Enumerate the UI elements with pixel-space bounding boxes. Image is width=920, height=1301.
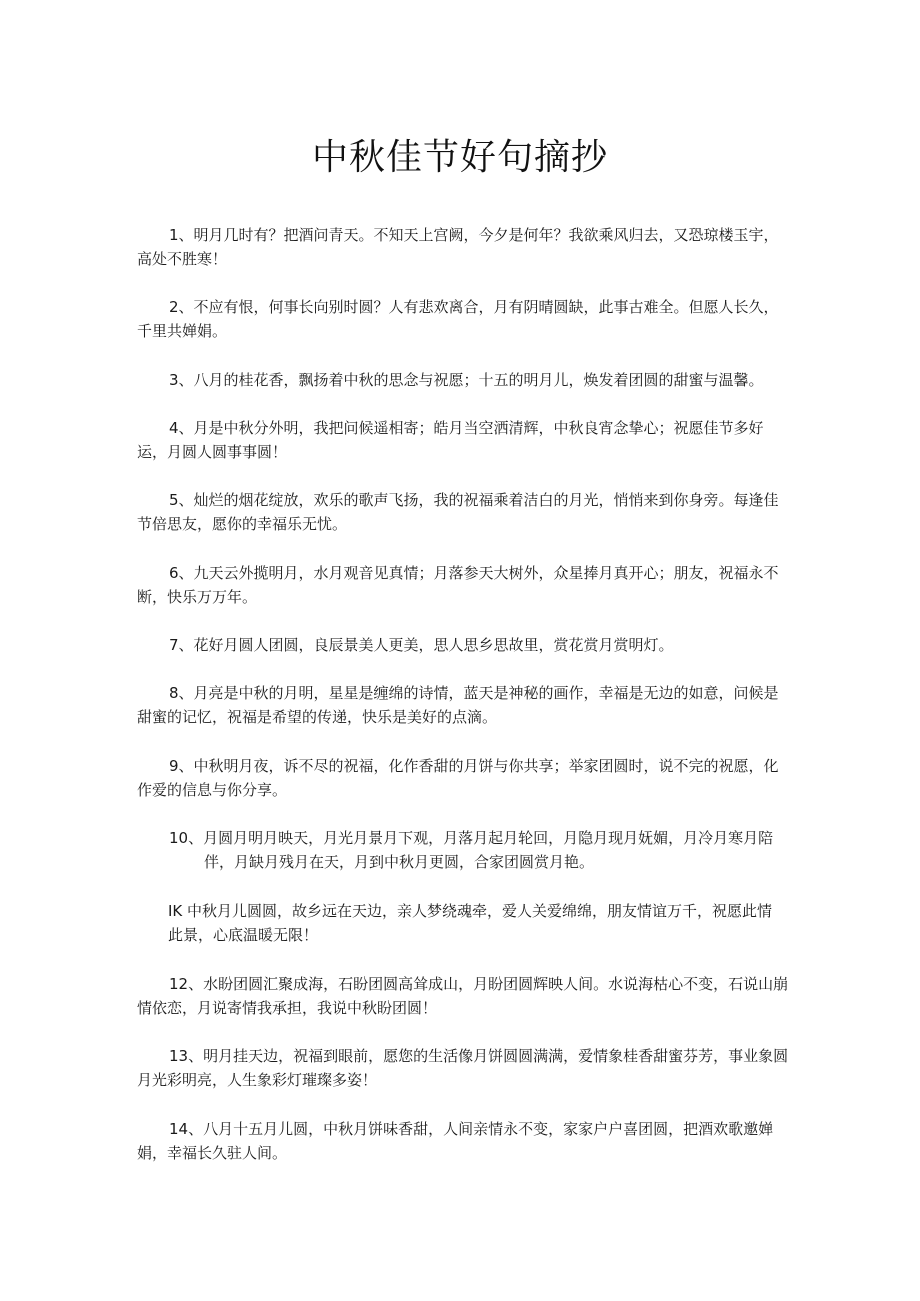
paragraph-11-line-1: IK 中秋月儿圆圆，故乡远在天边，亲人梦绕魂牵，爱人关爱绵绵，朋友情谊万千，祝愿此情 [168, 902, 773, 920]
paragraph-11-line-2: 此景，心底温暖无限！ [168, 926, 319, 944]
paragraph-7: 7、花好月圆人团圆，良辰景美人更美，思人思乡思故里，赏花赏月赏明灯。 [169, 636, 674, 654]
paragraph-10-line-2: 伴，月缺月残月在天，月到中秋月更圆，合家团圆赏月艳。 [204, 853, 595, 871]
paragraph-4: 4、月是中秋分外明，我把问候遥相寄；皓月当空洒清辉，中秋良宵念挚心；祝愿佳节多好运，月圆人圆事事圆！ [137, 419, 764, 461]
paragraph-2: 2、不应有恨，何事长向别时圆？人有悲欢离合，月有阴晴圆缺，此事古难全。但愿人长久，千里共婵娟。 [137, 298, 779, 340]
paragraph-8: 8、月亮是中秋的月明，星星是缠绵的诗情，蓝天是神秘的画作，幸福是无边的如意，问候是甜蜜的记忆，祝福是希望的传递，快乐是美好的点滴。 [137, 684, 779, 726]
paragraph-1: 1、明月几时有？把酒问青天。不知天上宫阙，今夕是何年？我欲乘风归去，又恐琼楼玉宇，高处不胜寒！ [137, 226, 779, 268]
paragraph-14: 14、八月十五月儿圆，中秋月饼味香甜，人间亲情永不变，家家户户喜团圆，把酒欢歌邀婵娟，幸福长久驻人间。 [137, 1120, 774, 1162]
paragraph-5: 5、灿烂的烟花绽放，欢乐的歌声飞扬，我的祝福乘着洁白的月光，悄悄来到你身旁。每逢佳节倍思友，愿你的幸福乐无忧。 [137, 491, 779, 533]
paragraph-10 [169, 826, 791, 874]
paragraph-12: 12、水盼团圆汇聚成海，石盼团圆高耸成山，月盼团圆辉映人间。水说海枯心不变，石说山崩情依恋，月说寄情我承担，我说中秋盼团圆！ [137, 975, 789, 1017]
paragraph-9: 9、中秋明月夜，诉不尽的祝福，化作香甜的月饼与你共享；举家团圆时，说不完的祝愿，化作爱的信息与你分享。 [137, 757, 779, 799]
paragraph-10-line-1: 10、月圆月明月映天，月光月景月下观，月落月起月轮回，月隐月现月妩媚，月冷月寒月陪 [169, 829, 774, 847]
paragraph-6: 6、九天云外揽明月，水月观音见真情；月落参天大树外，众星捧月真开心；朋友，祝福永不断，快乐万万年。 [137, 564, 779, 606]
paragraph-11 [168, 899, 784, 947]
document-title: 中秋佳节好句摘抄 [311, 137, 608, 178]
paragraph-13: 13、明月挂天边，祝福到眼前，愿您的生活像月饼圆圆满满，爱情象桂香甜蜜芬芳，事业象圆月光彩明亮，人生象彩灯璀璨多姿！ [137, 1047, 789, 1089]
paragraph-3: 3、八月的桂花香，飘扬着中秋的思念与祝愿；十五的明月儿，焕发着团圆的甜蜜与温馨。 [169, 371, 764, 389]
